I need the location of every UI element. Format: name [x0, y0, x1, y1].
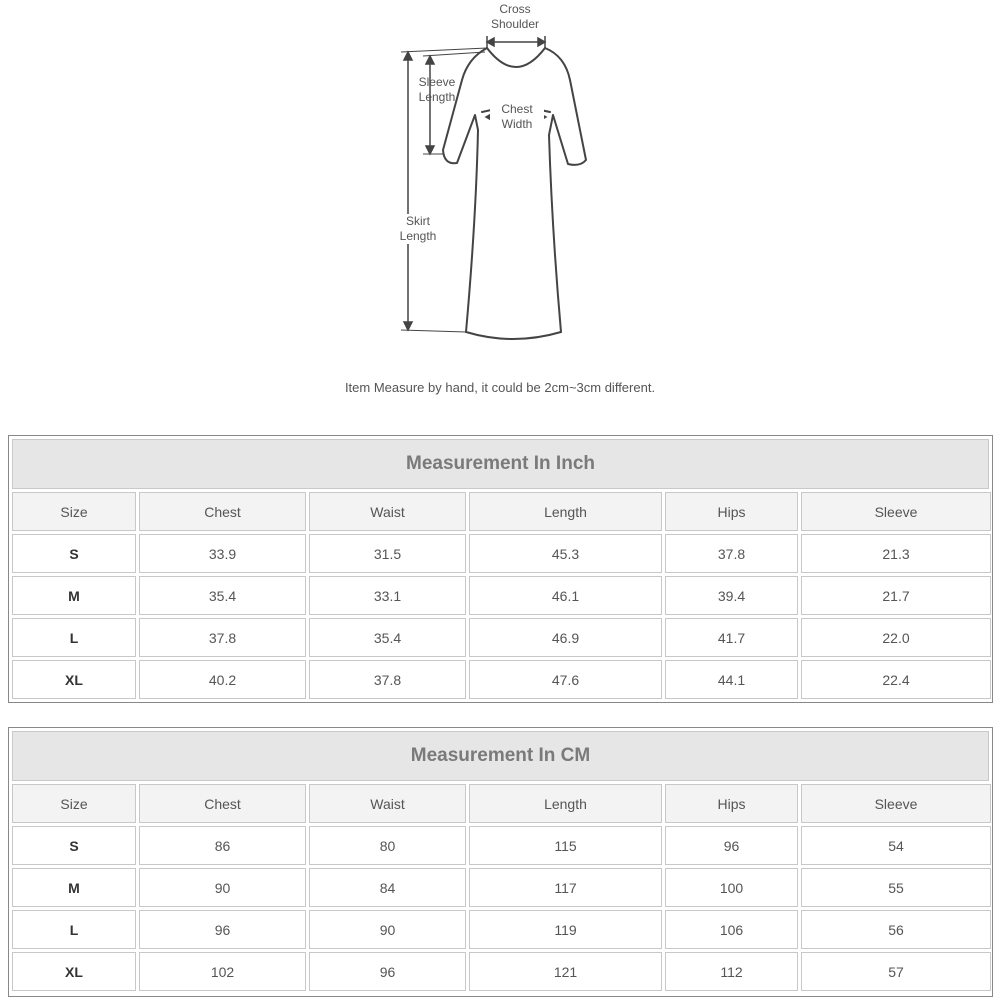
cm-table-title: Measurement In CM: [12, 731, 989, 781]
header-length: Length: [469, 784, 662, 823]
dress-measurement-diagram: [0, 0, 1000, 380]
chest-cell: 35.4: [139, 576, 306, 615]
chest-width-label: Chest Width: [490, 102, 544, 132]
length-cell: 47.6: [469, 660, 662, 699]
length-cell: 115: [469, 826, 662, 865]
sleeve-cell: 22.4: [801, 660, 991, 699]
chest-cell: 90: [139, 868, 306, 907]
hips-cell: 100: [665, 868, 798, 907]
header-chest: Chest: [139, 784, 306, 823]
dress-outline-illustration: [0, 0, 1000, 380]
chest-cell: 40.2: [139, 660, 306, 699]
waist-cell: 31.5: [309, 534, 466, 573]
length-cell: 117: [469, 868, 662, 907]
waist-cell: 35.4: [309, 618, 466, 657]
length-cell: 46.9: [469, 618, 662, 657]
chest-cell: 86: [139, 826, 306, 865]
length-cell: 119: [469, 910, 662, 949]
sleeve-cell: 57: [801, 952, 991, 991]
sleeve-cell: 54: [801, 826, 991, 865]
size-cell: L: [12, 910, 136, 949]
header-chest: Chest: [139, 492, 306, 531]
chest-cell: 96: [139, 910, 306, 949]
header-hips: Hips: [665, 492, 798, 531]
hips-cell: 44.1: [665, 660, 798, 699]
size-cell: S: [12, 534, 136, 573]
size-cell: L: [12, 618, 136, 657]
header-length: Length: [469, 492, 662, 531]
inch-table-title: Measurement In Inch: [12, 439, 989, 489]
sleeve-cell: 56: [801, 910, 991, 949]
header-sleeve: Sleeve: [801, 492, 991, 531]
hips-cell: 37.8: [665, 534, 798, 573]
measurement-note: Item Measure by hand, it could be 2cm~3cm different.: [344, 380, 656, 395]
waist-cell: 96: [309, 952, 466, 991]
sleeve-cell: 22.0: [801, 618, 991, 657]
hips-cell: 41.7: [665, 618, 798, 657]
header-waist: Waist: [309, 492, 466, 531]
inch-size-table: [8, 435, 993, 703]
waist-cell: 37.8: [309, 660, 466, 699]
cm-table-grid: [11, 784, 990, 991]
sleeve-cell: 21.7: [801, 576, 991, 615]
cm-size-table: [8, 727, 993, 997]
waist-cell: 84: [309, 868, 466, 907]
length-cell: 121: [469, 952, 662, 991]
size-cell: M: [12, 576, 136, 615]
length-cell: 45.3: [469, 534, 662, 573]
hem-outline: [466, 332, 561, 339]
header-size: Size: [12, 784, 136, 823]
sleeve-cell: 21.3: [801, 534, 991, 573]
hips-cell: 106: [665, 910, 798, 949]
waist-cell: 90: [309, 910, 466, 949]
length-cell: 46.1: [469, 576, 662, 615]
size-cell: M: [12, 868, 136, 907]
waist-cell: 33.1: [309, 576, 466, 615]
size-cell: S: [12, 826, 136, 865]
hips-cell: 112: [665, 952, 798, 991]
hips-cell: 39.4: [665, 576, 798, 615]
right-side-outline: [545, 48, 586, 332]
hips-cell: 96: [665, 826, 798, 865]
skirt-length-label: Skirt Length: [388, 214, 448, 244]
chest-cell: 33.9: [139, 534, 306, 573]
inch-table-grid: [11, 492, 990, 699]
size-cell: XL: [12, 952, 136, 991]
header-size: Size: [12, 492, 136, 531]
cross-shoulder-label: Cross Shoulder: [490, 2, 540, 31]
header-waist: Waist: [309, 784, 466, 823]
sleeve-cell: 55: [801, 868, 991, 907]
header-hips: Hips: [665, 784, 798, 823]
sleeve-length-label: Sleeve Length: [418, 75, 456, 104]
size-cell: XL: [12, 660, 136, 699]
neckline-outline: [487, 48, 545, 67]
header-sleeve: Sleeve: [801, 784, 991, 823]
waist-cell: 80: [309, 826, 466, 865]
chest-cell: 102: [139, 952, 306, 991]
chest-cell: 37.8: [139, 618, 306, 657]
